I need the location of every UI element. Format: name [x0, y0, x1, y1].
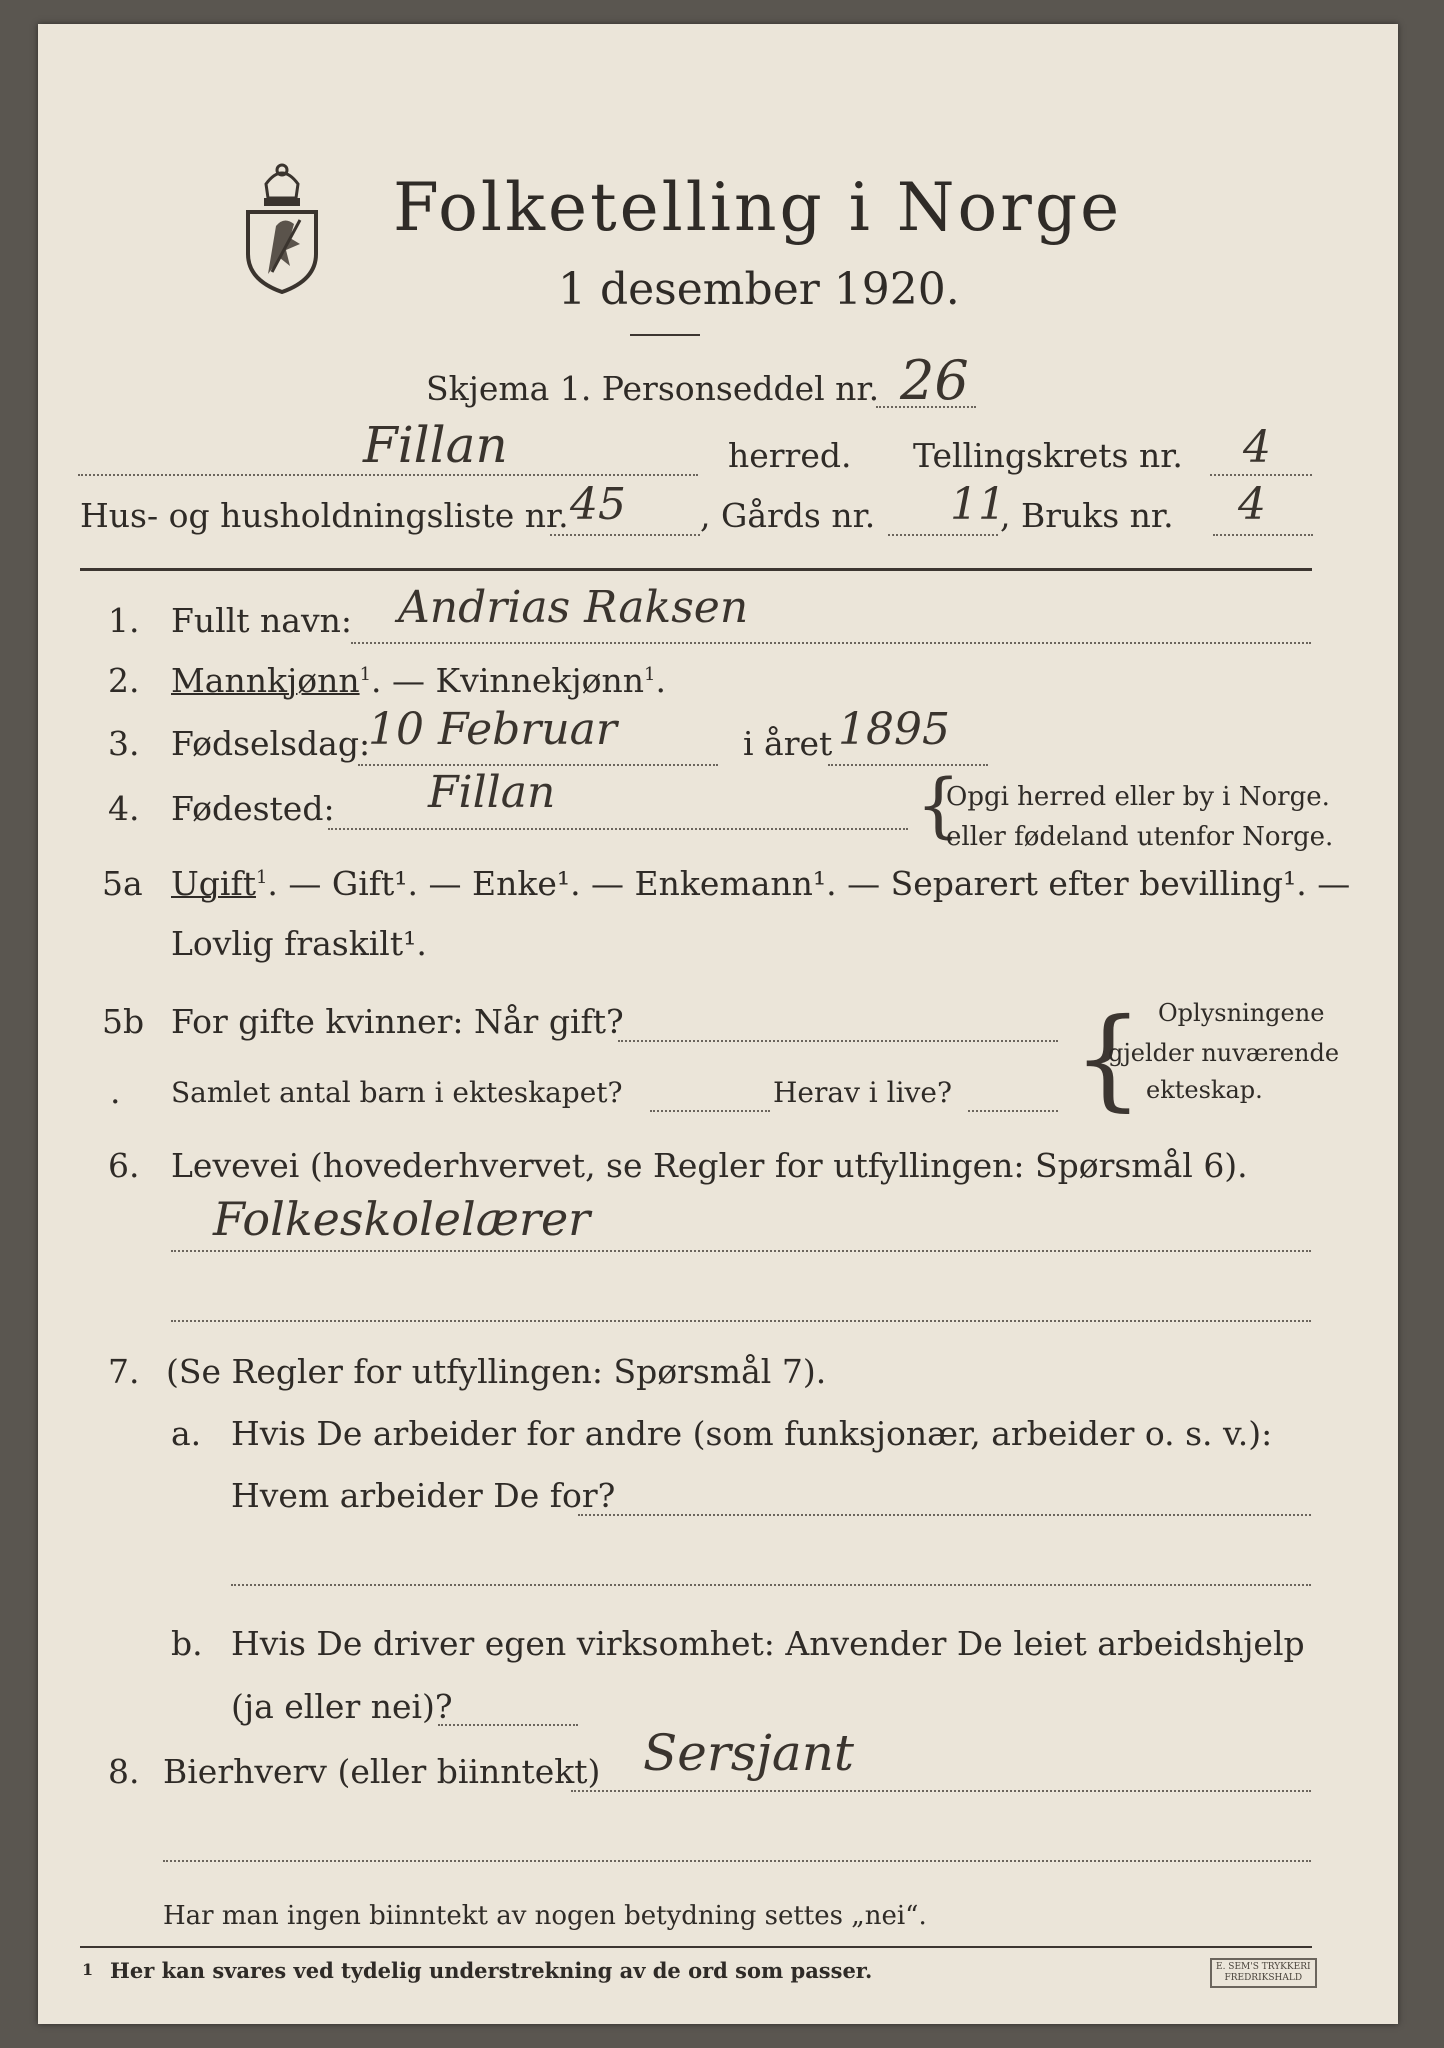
bruks-label: , Bruks nr.: [1000, 496, 1174, 535]
q3-number: 3.: [108, 724, 140, 763]
occupation-line-2: [171, 1320, 1311, 1322]
birthplace-line: [328, 828, 908, 830]
husholdningsliste-value[interactable]: 45: [570, 479, 626, 530]
side-income-value[interactable]: Sersjant: [643, 1724, 855, 1782]
other-status-options[interactable]: — Gift¹. — Enke¹. — Enkemann¹. — Separert efter bevilling¹. —: [288, 864, 1351, 903]
tellingskrets-line: [1210, 474, 1312, 476]
occupation-value[interactable]: Folkeskolelærer: [213, 1192, 591, 1246]
hired-help-line: [438, 1724, 578, 1726]
husholdningsliste-label: Hus- og husholdningsliste nr.: [80, 496, 569, 535]
q6-number: 6.: [108, 1146, 140, 1185]
ugift-option[interactable]: Ugift: [171, 864, 256, 903]
no-income-note: Har man ingen biinntekt av nogen betydning settes „nei“.: [163, 1901, 927, 1931]
husholdningsliste-line: [550, 534, 700, 536]
q4-note-1: Opgi herred eller by i Norge.: [946, 782, 1330, 812]
q5a-options: Ugift$^1$. — Gift¹. — Enke¹. — Enkemann¹. — Separert efter bevilling¹. —: [171, 864, 1351, 903]
census-form: [38, 24, 1398, 2024]
personseddel-label: Skjema 1. Personseddel nr.: [426, 369, 880, 408]
bruks-value[interactable]: 4: [1238, 479, 1266, 530]
birth-year-value[interactable]: 1895: [838, 704, 950, 755]
tellingskrets-value[interactable]: 4: [1243, 422, 1271, 473]
q5b-note-3: ekteskap.: [1146, 1076, 1263, 1104]
occupation-line-1: [171, 1250, 1311, 1252]
birthplace-value[interactable]: Fillan: [428, 767, 556, 818]
gards-line: [888, 534, 998, 536]
q5b-children-label: Samlet antal barn i ekteskapet?: [171, 1076, 623, 1109]
alive-line: [968, 1110, 1058, 1112]
q5a-number: 5a: [102, 864, 143, 903]
q7a-question: Hvem arbeider De for?: [231, 1476, 616, 1515]
header-rule: [80, 568, 1312, 571]
side-income-line-2: [163, 1860, 1311, 1862]
birthday-value[interactable]: 10 Februar: [368, 704, 617, 755]
form-title: Folketelling i Norge: [393, 169, 1123, 246]
herred-label: herred.: [728, 436, 852, 475]
q5b-note-2: gjelder nuværende: [1108, 1039, 1340, 1067]
q7a-number: a.: [171, 1414, 202, 1453]
personseddel-value[interactable]: 26: [900, 349, 969, 412]
q7b-text: Hvis De driver egen virksomhet: Anvender De leiet arbeidshjelp: [231, 1624, 1305, 1663]
birthday-line: [358, 764, 718, 766]
q1-label: Fullt navn:: [171, 601, 352, 640]
q1-line: [351, 642, 1311, 644]
q4-brace: {: [916, 764, 961, 846]
q5b-number: 5b: [102, 1002, 145, 1041]
q7b-number: b.: [171, 1624, 203, 1663]
employer-line-2: [231, 1584, 1311, 1586]
q6-label: Levevei (hovederhvervet, se Regler for utfyllingen: Spørsmål 6).: [171, 1146, 1248, 1185]
year-line: [828, 764, 988, 766]
bruks-line: [1213, 534, 1313, 536]
employer-line-1: [578, 1514, 1311, 1516]
footer-rule: [80, 1946, 1312, 1948]
side-income-line-1: [571, 1790, 1311, 1792]
printer-stamp: [1210, 1958, 1317, 1988]
footnote-mark: 1: [82, 1960, 94, 1979]
printer-stamp-line-1: E. SEM'S TRYKKERI: [1216, 1962, 1311, 1972]
q7b-question: (ja eller nei)?: [231, 1687, 453, 1726]
lovlig-fraskilt-option[interactable]: Lovlig fraskilt¹.: [171, 924, 427, 963]
mannkjonn-option[interactable]: Mannkjønn: [171, 661, 360, 700]
gards-value[interactable]: 11: [950, 479, 1006, 530]
q5b-note-1: Oplysningene: [1158, 999, 1325, 1027]
q4-label: Fødested:: [171, 789, 335, 828]
q7-number: 7.: [108, 1352, 140, 1391]
when-married-line: [618, 1040, 1058, 1042]
q1-number: 1.: [108, 601, 140, 640]
children-line: [650, 1110, 770, 1112]
full-name-value[interactable]: Andrias Raksen: [398, 582, 749, 633]
q7a-text: Hvis De arbeider for andre (som funksjonær, arbeider o. s. v.):: [231, 1414, 1273, 1453]
kvinnekjonn-option[interactable]: — Kvinnekjønn: [392, 661, 645, 700]
tellingskrets-label: Tellingskrets nr.: [913, 436, 1183, 475]
q2-options: Mannkjønn$^1$. — Kvinnekjønn$^1$.: [171, 661, 666, 700]
q5b-dot: .: [110, 1072, 121, 1111]
q5b-alive-label: Herav i live?: [773, 1076, 952, 1109]
q5b-when-married-label: For gifte kvinner: Når gift?: [171, 1002, 624, 1041]
census-date: 1 desember 1920.: [558, 264, 960, 315]
norway-coat-of-arms-icon: [238, 154, 326, 294]
q8-number: 8.: [108, 1752, 140, 1791]
q4-number: 4.: [108, 789, 140, 828]
q4-note-2: eller fødeland utenfor Norge.: [946, 822, 1334, 852]
title-divider: [630, 334, 700, 336]
q2-number: 2.: [108, 661, 140, 700]
footnote-text: Her kan svares ved tydelig understrekning av de ord som passer.: [110, 1958, 873, 1983]
q5b-brace: {: [1073, 994, 1143, 1122]
printer-stamp-line-2: FREDRIKSHALD: [1224, 1973, 1303, 1983]
q7-label: (Se Regler for utfyllingen: Spørsmål 7).: [166, 1352, 827, 1391]
herred-value[interactable]: Fillan: [363, 416, 508, 474]
year-label: i året: [743, 724, 833, 763]
gards-label: , Gårds nr.: [700, 496, 876, 535]
q8-label: Bierhverv (eller biinntekt): [163, 1752, 601, 1791]
q3-label: Fødselsdag:: [171, 724, 371, 763]
herred-line: [78, 474, 698, 476]
